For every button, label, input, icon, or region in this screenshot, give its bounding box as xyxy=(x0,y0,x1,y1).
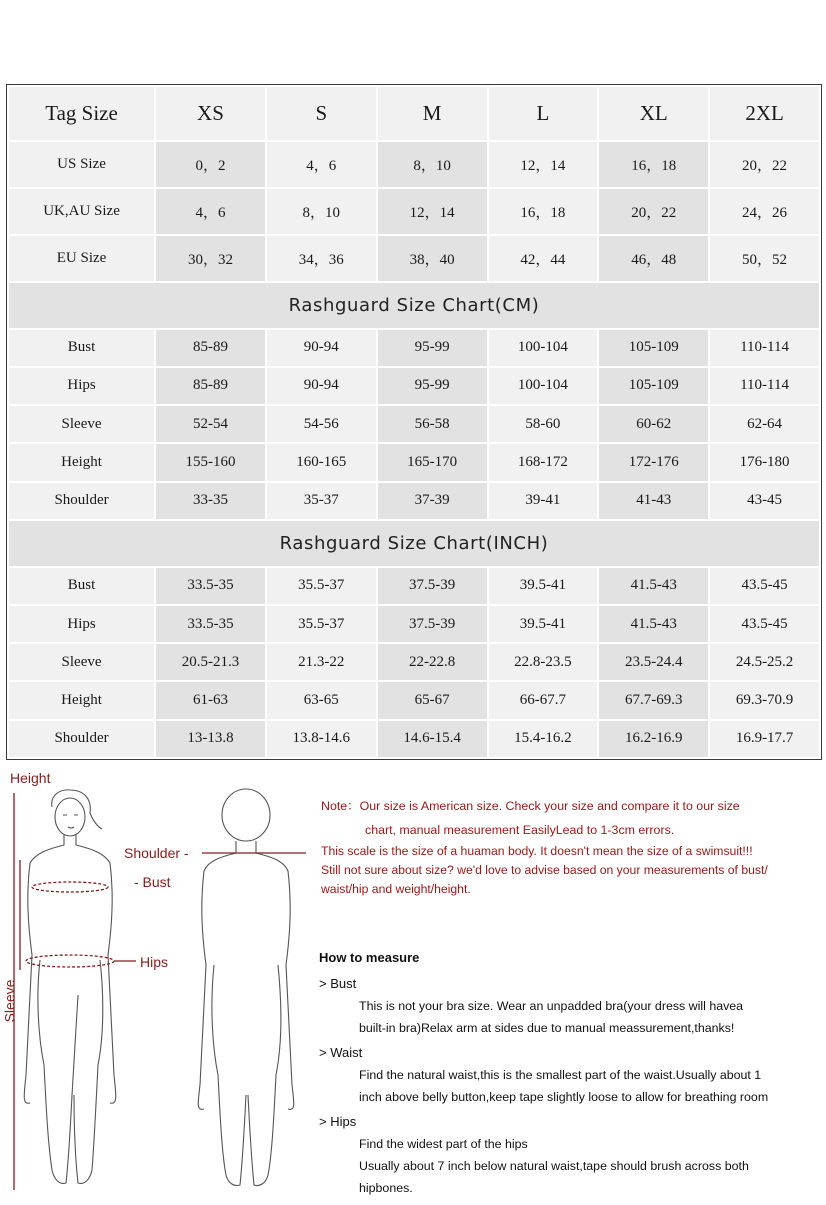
table-cell: 43-45 xyxy=(710,483,819,519)
row-label: Hips xyxy=(9,606,154,642)
height-label: Height xyxy=(10,770,51,786)
table-cell: 168-172 xyxy=(489,444,598,480)
table-cell: 23.5-24.4 xyxy=(599,644,708,680)
hips-label: Hips xyxy=(140,954,169,970)
table-cell: 50，52 xyxy=(710,236,819,281)
table-cell: 16.9-17.7 xyxy=(710,721,819,757)
row-label: EU Size xyxy=(9,236,154,281)
table-cell: 22.8-23.5 xyxy=(489,644,598,680)
table-row xyxy=(9,606,819,642)
howto-waist-line: Find the natural waist,this is the smallest part of the waist.Usually about 1 xyxy=(359,1068,762,1082)
front-figure-head xyxy=(55,798,85,836)
howto-bust-heading: > Bust xyxy=(319,976,357,991)
table-cell: 66-67.7 xyxy=(489,682,598,718)
table-cell: 100-104 xyxy=(489,368,598,404)
table-row xyxy=(9,368,819,404)
table-cell: 4，6 xyxy=(156,189,265,234)
table-cell: 155-160 xyxy=(156,444,265,480)
how-to-measure xyxy=(319,946,825,1199)
howto-waist-line: inch above belly button,keep tape slightly loose to allow for breathing room xyxy=(359,1090,769,1104)
table-cell: 22-22.8 xyxy=(378,644,487,680)
table-cell: 20，22 xyxy=(710,142,819,187)
howto-hips-line: Find the widest part of the hips xyxy=(359,1137,528,1151)
table-cell: 52-54 xyxy=(156,406,265,442)
table-cell: 39.5-41 xyxy=(489,606,598,642)
table-cell: 85-89 xyxy=(156,368,265,404)
how-to-measure-title: How to measure xyxy=(319,950,420,965)
table-cell: 8，10 xyxy=(378,142,487,187)
table-cell: 172-176 xyxy=(599,444,708,480)
howto-hips-line: Usually about 7 inch below natural waist,tape should brush across both xyxy=(359,1159,749,1173)
table-cell: 13-13.8 xyxy=(156,721,265,757)
bust-measure-line xyxy=(32,882,108,892)
howto-bust-line: built-in bra)Relax arm at sides due to manual meassurement,thanks! xyxy=(359,1021,735,1035)
table-cell: 16，18 xyxy=(489,189,598,234)
table-cell: 39-41 xyxy=(489,483,598,519)
table-row xyxy=(9,644,819,680)
table-cell: 35.5-37 xyxy=(267,568,376,604)
table-cell: 176-180 xyxy=(710,444,819,480)
table-cell: 56-58 xyxy=(378,406,487,442)
body-outline-illustration xyxy=(0,765,320,1200)
table-cell: 33.5-35 xyxy=(156,568,265,604)
table-row xyxy=(9,330,819,366)
size-2xl-header: 2XL xyxy=(710,87,819,140)
table-cell: 30，32 xyxy=(156,236,265,281)
row-label: Sleeve xyxy=(9,644,154,680)
size-l-header: L xyxy=(489,87,598,140)
row-label: US Size xyxy=(9,142,154,187)
table-cell: 58-60 xyxy=(489,406,598,442)
table-cell: 41.5-43 xyxy=(599,606,708,642)
howto-waist-heading: > Waist xyxy=(319,1045,363,1060)
howto-hips-line: hipbones. xyxy=(359,1181,413,1195)
row-label: Bust xyxy=(9,568,154,604)
table-cell: 46，48 xyxy=(599,236,708,281)
note-line-5: waist/hip and weight/height. xyxy=(321,882,471,896)
size-xl-header: XL xyxy=(599,87,708,140)
row-label: Shoulder xyxy=(9,721,154,757)
table-row xyxy=(9,444,819,480)
bust-label: - Bust xyxy=(134,874,171,890)
table-cell: 16.2-16.9 xyxy=(599,721,708,757)
table-cell: 41-43 xyxy=(599,483,708,519)
size-m-header: M xyxy=(378,87,487,140)
row-label: UK,AU Size xyxy=(9,189,154,234)
inch-section-row xyxy=(9,521,819,566)
table-cell: 61-63 xyxy=(156,682,265,718)
table-cell: 110-114 xyxy=(710,330,819,366)
table-cell: 0，2 xyxy=(156,142,265,187)
front-figure-face xyxy=(63,815,78,828)
table-cell: 35-37 xyxy=(267,483,376,519)
table-cell: 35.5-37 xyxy=(267,606,376,642)
table-row xyxy=(9,682,819,718)
table-header-row xyxy=(9,87,819,140)
note-line-1: Note：Our size is American size. Check your size and compare it to our size xyxy=(321,799,740,813)
row-label: Hips xyxy=(9,368,154,404)
howto-bust-section xyxy=(319,973,825,1039)
shoulder-label: Shoulder - xyxy=(124,845,189,861)
front-figure-hair xyxy=(52,790,102,829)
table-cell: 13.8-14.6 xyxy=(267,721,376,757)
table-cell: 20，22 xyxy=(599,189,708,234)
table-cell: 100-104 xyxy=(489,330,598,366)
table-row xyxy=(9,189,819,234)
table-cell: 20.5-21.3 xyxy=(156,644,265,680)
table-row xyxy=(9,483,819,519)
howto-bust-line: This is not your bra size. Wear an unpadded bra(your dress will havea xyxy=(359,999,744,1013)
size-chart-table xyxy=(6,84,822,760)
table-cell: 8，10 xyxy=(267,189,376,234)
table-cell: 65-67 xyxy=(378,682,487,718)
table-cell: 160-165 xyxy=(267,444,376,480)
table-row xyxy=(9,721,819,757)
note-line-2: chart, manual measurement EasilyLead to 1-3cm errors. xyxy=(365,823,675,837)
table-cell: 90-94 xyxy=(267,368,376,404)
table-cell: 63-65 xyxy=(267,682,376,718)
note-line-3: This scale is the size of a huaman body. It doesn't mean the size of a swimsuit!!! xyxy=(321,844,753,858)
table-cell: 95-99 xyxy=(378,330,487,366)
cm-section-row xyxy=(9,283,819,328)
size-xs-header: XS xyxy=(156,87,265,140)
table-cell: 12，14 xyxy=(378,189,487,234)
table-cell: 33-35 xyxy=(156,483,265,519)
table-cell: 85-89 xyxy=(156,330,265,366)
table-cell: 54-56 xyxy=(267,406,376,442)
table-cell: 105-109 xyxy=(599,330,708,366)
row-label: Sleeve xyxy=(9,406,154,442)
table-cell: 42，44 xyxy=(489,236,598,281)
table-cell: 165-170 xyxy=(378,444,487,480)
table-cell: 21.3-22 xyxy=(267,644,376,680)
table-cell: 16，18 xyxy=(599,142,708,187)
table-cell: 43.5-45 xyxy=(710,568,819,604)
table-cell: 33.5-35 xyxy=(156,606,265,642)
table-cell: 4，6 xyxy=(267,142,376,187)
table-cell: 67.7-69.3 xyxy=(599,682,708,718)
table-cell: 34，36 xyxy=(267,236,376,281)
table-row xyxy=(9,236,819,281)
table-cell: 15.4-16.2 xyxy=(489,721,598,757)
table-cell: 39.5-41 xyxy=(489,568,598,604)
table-cell: 37.5-39 xyxy=(378,568,487,604)
table-row xyxy=(9,568,819,604)
table-cell: 43.5-45 xyxy=(710,606,819,642)
table-cell: 41.5-43 xyxy=(599,568,708,604)
row-label: Bust xyxy=(9,330,154,366)
howto-hips-section xyxy=(319,1111,825,1199)
measurement-figure xyxy=(0,765,320,1200)
table-cell: 37-39 xyxy=(378,483,487,519)
back-figure-head xyxy=(222,789,270,841)
row-label: Height xyxy=(9,682,154,718)
table-cell: 62-64 xyxy=(710,406,819,442)
table-cell: 60-62 xyxy=(599,406,708,442)
note-line-4: Still not sure about size? we'd love to advise based on your measurements of bust/ xyxy=(321,863,768,877)
table-row xyxy=(9,142,819,187)
table-cell: 12，14 xyxy=(489,142,598,187)
sleeve-label: Sleeve xyxy=(1,979,18,1023)
table-cell: 90-94 xyxy=(267,330,376,366)
inch-section-title: Rashguard Size Chart(INCH) xyxy=(9,521,819,566)
front-figure-legs xyxy=(38,960,103,1183)
front-figure-body xyxy=(24,835,116,1103)
tag-size-header: Tag Size xyxy=(9,87,154,140)
howto-waist-section xyxy=(319,1042,825,1108)
table-row xyxy=(9,406,819,442)
back-figure-legs xyxy=(212,965,281,1186)
cm-section-title: Rashguard Size Chart(CM) xyxy=(9,283,819,328)
size-notes xyxy=(321,794,825,899)
table-cell: 38，40 xyxy=(378,236,487,281)
table-cell: 69.3-70.9 xyxy=(710,682,819,718)
row-label: Shoulder xyxy=(9,483,154,519)
table-cell: 110-114 xyxy=(710,368,819,404)
row-label: Height xyxy=(9,444,154,480)
table-cell: 24.5-25.2 xyxy=(710,644,819,680)
table-cell: 37.5-39 xyxy=(378,606,487,642)
table-cell: 14.6-15.4 xyxy=(378,721,487,757)
howto-hips-heading: > Hips xyxy=(319,1114,357,1129)
table-cell: 105-109 xyxy=(599,368,708,404)
size-s-header: S xyxy=(267,87,376,140)
table-cell: 95-99 xyxy=(378,368,487,404)
table-cell: 24，26 xyxy=(710,189,819,234)
